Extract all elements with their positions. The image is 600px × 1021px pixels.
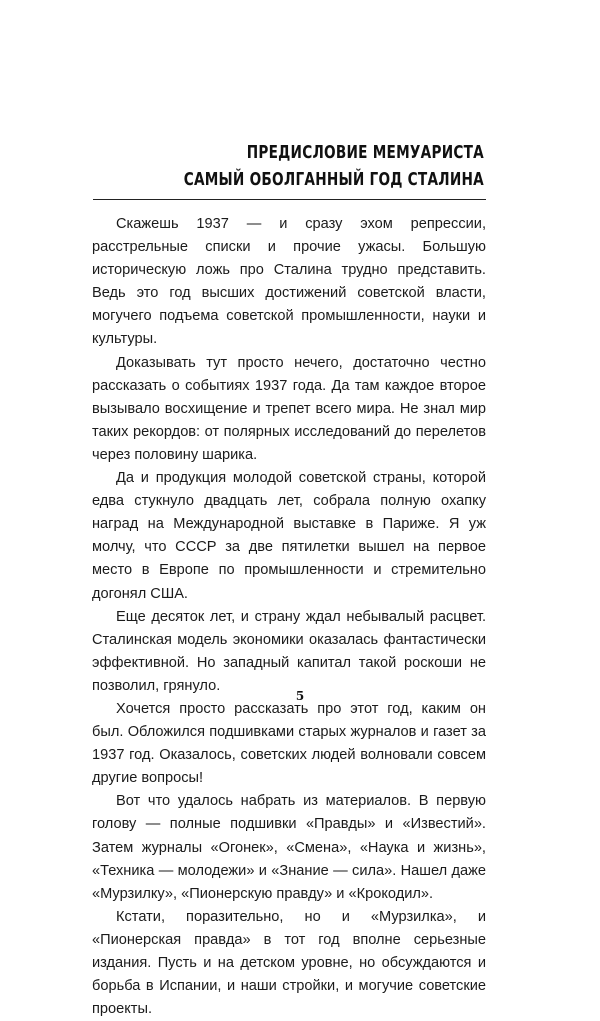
paragraph: Еще десяток лет, и страну ждал небывалый расцвет. Сталинская модель экономики оказалась фантастически эффективной. Но западный капитал такой роскоши не позволил, грянуло. <box>92 608 486 694</box>
body-text <box>92 213 486 1021</box>
paragraph: Доказывать тут просто нечего, достаточно честно рассказать о событиях 1937 года. Да там каждое второе вызывало восхищение и трепет всего мира. Не знал мир таких рекордов: от полярных исследований до перелетов через половину шарика. <box>92 354 486 463</box>
paragraph: Хочется просто рассказать про этот год, каким он был. Обложился подшивками старых журналов и газет за 1937 год. Оказалось, советских людей волновали совсем другие вопросы! <box>92 700 486 787</box>
page-number: 5 <box>295 689 305 703</box>
paragraph: Вот что удалось набрать из материалов. В первую голову — полные подшивки «Правды» и «Известий». Затем журналы «Огонек», «Смена», «Наука и жизнь», «Техника — молодежи» и «Знание — сила». Нашел даже «Мурзилку», «Пионерскую правду» и «Крокодил». <box>92 793 486 902</box>
paragraph: Скажешь 1937 — и сразу эхом репрессии, расстрельные списки и прочие ужасы. Большую историческую ложь про Сталина трудно представить. Ведь это год высших достижений советской власти, могучего подъема советской промышленности, науки и культуры. <box>92 216 486 348</box>
paragraph: Кстати, поразительно, но и «Мурзилка», и «Пионерская правда» в тот год вполне серьезные издания. Пусть и на детском уровне, но обсуждаются и борьба в Испании, и наши стройки, и могучие советские проекты. <box>92 908 486 1018</box>
heading-line-2: САМЫЙ ОБОЛГАННЫЙ ГОД СТАЛИНА <box>183 170 484 190</box>
chapter-heading <box>184 140 484 194</box>
paragraph: Да и продукция молодой советской страны, которой едва стукнуло двадцать лет, собрала полную охапку наград на Международной выставке в Париже. Я уж молчу, что СССР за две пятилетки вышел на первое место в Европе по промышленности и стремительно догонял США. <box>92 470 486 602</box>
heading-divider <box>93 199 486 200</box>
heading-line-1: ПРЕДИСЛОВИЕ МЕМУАРИСТА <box>246 143 484 163</box>
